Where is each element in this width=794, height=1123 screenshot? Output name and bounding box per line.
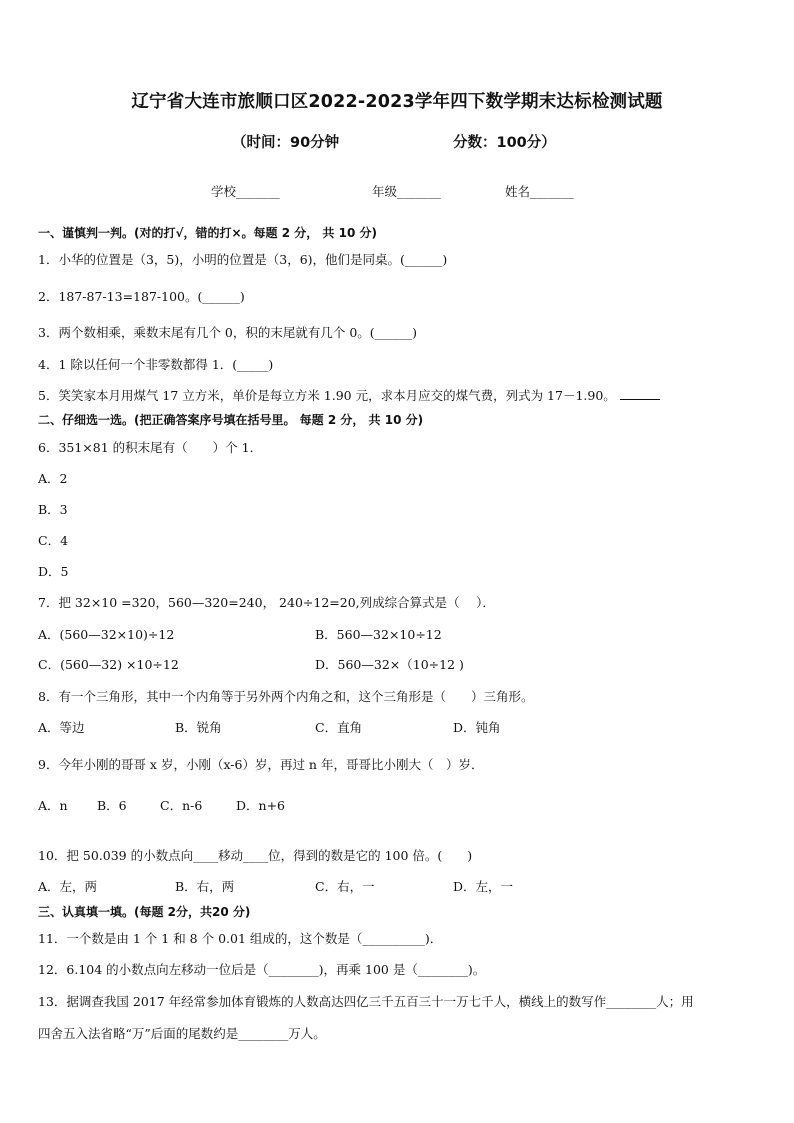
- question-12: 12．6.104 的小数点向左移动一位后是（________)，再乘 100 是（________)。: [38, 962, 486, 977]
- option-9a: A．n: [38, 798, 68, 813]
- exam-score: 分数：100分）: [453, 135, 556, 151]
- option-6d: D．5: [38, 564, 69, 579]
- option-8d: D．钝角: [453, 720, 501, 735]
- option-7d: D．560—32×（10÷12 ): [315, 657, 464, 672]
- option-10c: C．右，一: [315, 879, 375, 894]
- page-title: 辽宁省大连市旅顺口区2022-2023学年四下数学期末达标检测试题: [131, 92, 663, 112]
- option-8a: A．等边: [38, 720, 85, 735]
- option-7c: C．(560—32) ×10÷12: [38, 657, 179, 672]
- option-10b: B．右，两: [175, 879, 235, 894]
- section-3-heading: 三、认真填一填。(每题 2分，共20 分): [38, 905, 251, 919]
- question-11: 11．一个数是由 1 个 1 和 8 个 0.01 组成的，这个数是（__________)．: [38, 931, 443, 946]
- question-4: 4．1 除以任何一个非零数都得 1．(_____): [38, 357, 274, 372]
- question-2: 2．187-87-13=187-100。(______): [38, 289, 245, 304]
- option-8c: C．直角: [315, 720, 363, 735]
- grade-field[interactable]: 年级_______: [372, 184, 441, 199]
- option-10a: A．左，两: [38, 879, 98, 894]
- option-7b: B．560—32×10÷12: [315, 627, 442, 642]
- option-6b: B．3: [38, 502, 68, 517]
- option-9d: D．n+6: [236, 798, 285, 813]
- question-13-line-2: 四舍五入法省略“万”后面的尾数约是________万人。: [38, 1026, 326, 1041]
- question-5-text: 5．笑笑家本月用煤气 17 立方米，单价是每立方米 1.90 元，求本月应交的煤气费，列式为 17－1.90。: [38, 388, 616, 403]
- question-7: 7．把 32×10 =320，560—320=240， 240÷12=20,列成综合算式是（ ）．: [38, 595, 495, 610]
- question-3: 3．两个数相乘，乘数末尾有几个 0，积的末尾就有几个 0。(______): [38, 325, 418, 340]
- option-6c: C．4: [38, 533, 69, 548]
- option-10d: D．左，一: [453, 879, 514, 894]
- section-1-heading: 一、谨慎判一判。(对的打√，错的打×。每题 2 分， 共 10 分): [38, 226, 377, 240]
- question-8: 8．有一个三角形，其中一个内角等于另外两个内角之和，这个三角形是（ ）三角形。: [38, 689, 534, 704]
- option-6a: A．2: [38, 471, 68, 486]
- section-2-heading: 二、仔细选一选。(把正确答案序号填在括号里。 每题 2 分， 共 10 分): [38, 413, 424, 427]
- exam-time: （时间：90分钟: [232, 135, 340, 151]
- option-9b: B．6: [97, 798, 127, 813]
- option-9c: C．n-6: [160, 798, 203, 813]
- question-1: 1．小华的位置是（3，5)，小明的位置是（3，6)，他们是同桌。(______): [38, 252, 448, 267]
- answer-blank[interactable]: [620, 387, 660, 400]
- question-9: 9．今年小刚的哥哥 x 岁，小刚（x-6）岁，再过 n 年，哥哥比小刚大（ ）岁．: [38, 757, 484, 772]
- question-5: [38, 386, 660, 404]
- school-field[interactable]: 学校_______: [211, 184, 280, 199]
- name-field[interactable]: 姓名_______: [505, 184, 574, 199]
- question-6: 6．351×81 的积末尾有（ ）个 1．: [38, 440, 263, 455]
- option-8b: B．锐角: [175, 720, 222, 735]
- question-10: 10．把 50.039 的小数点向____移动____位，得到的数是它的 100 倍。( ): [38, 848, 473, 863]
- question-13-line-1: 13．据调查我国 2017 年经常参加体育锻炼的人数高达四亿三千五百三十一万七千人，横线上的数写作________人；用: [38, 994, 694, 1009]
- option-7a: A．(560—32×10)÷12: [38, 627, 175, 642]
